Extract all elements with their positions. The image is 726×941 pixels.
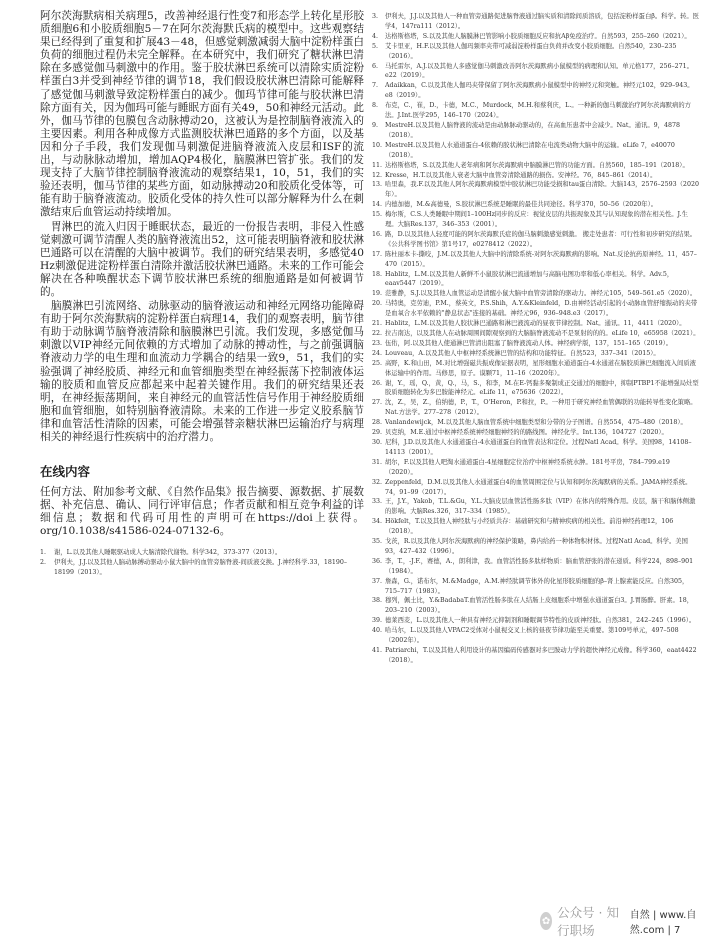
reference-text: 詹森，G.，诺布尔，M.&Madge，A.M.神经肽调节体外的化星形胶质细胞的β–肾上腺素能反应。自然305，715–717（1983）。 — [385, 577, 689, 595]
reference-item — [40, 558, 364, 578]
reference-item — [372, 626, 700, 646]
reference-number: 40. — [372, 627, 383, 635]
reference-item — [372, 349, 700, 359]
reference-number: 41. — [372, 647, 383, 654]
reference-item — [372, 359, 700, 379]
online-content-heading: 在线内容 — [40, 464, 91, 480]
reference-number: 19. — [372, 290, 383, 298]
reference-item — [372, 557, 700, 577]
reference-item — [372, 517, 700, 537]
reference-number: 25. — [372, 359, 383, 367]
online-content-text: 任何方法、附加参考文献、《自然作品集》报告摘要、源数据、扩展数据、补充信息、确认、同行评审信息；作者贡献和相互竞争利益的详细信息；数据和代码可用性的声明可在https://doi上获得。org/10.1038/s41586-024-07132-6。 — [40, 486, 364, 538]
reference-text: 戈茨，R.以及其他人阿尔茨海默病的神经保护策略，鼻内给药一种体物积材体。过程Natl Acad。科学。美国93，427–432（1996）。 — [385, 538, 688, 555]
reference-item — [372, 299, 700, 319]
reference-item — [372, 12, 700, 32]
reference-text: 沈，Z.，吴，Z.，伯纳德，P.，T.，O'Heron，P.和拉，P.。一种用于研究神经血管偶联的功能转导性变化策略。Nat.方法学。277–278（2012）。 — [385, 399, 697, 417]
reference-number: 5. — [372, 42, 379, 50]
page-footer — [540, 905, 710, 938]
reference-text: Patriarchi，T.以及其他人利用设计的基因编码传感器对多巴胺动力学的超快神经元成像。科学360，eaat4422（2018）。 — [385, 647, 697, 664]
reference-number: 16. — [372, 230, 383, 238]
reference-item — [372, 418, 700, 428]
reference-text: Hablitz，L.M.以及其他人新鲜不小鼠胶状淋巴流通增加与高脑电图功率和低心率相关。科学。Adv.5，eaav5447（2019）。 — [385, 270, 674, 288]
reference-text: 陈杜丽本卡-撕咬，J.M.以及其他人大脑中的清除系统-对阿尔茨海默病的影响。Nat.反论抗药原神经。11，457–470（2015）。 — [385, 250, 697, 268]
reference-text: 范雅静，S.J.以及其他人血管运动是清醒小鼠大脑中血管旁清除的驱动力。神经元105，549–561.e5（2020）。 — [385, 290, 697, 298]
reference-item — [372, 141, 700, 161]
watermark — [540, 903, 624, 939]
reference-number: 30. — [372, 438, 383, 446]
reference-text: 达格斯格塔，S.以及其他人脑膜淋巴管影响小胶质细胞反应和抗Aβ免疫治疗。自然593，255–260（2021）。 — [385, 32, 691, 40]
body-paragraph-3: 脑膜淋巴引流网络、动脉驱动的脑脊液运动和神经元网络功能障碍有助于阿尔茨海默病的淀粉样蛋白病理14，我们的观察表明，脑节律有助于动脉调节脑脊液清除和脑膜淋巴引流。我们发现，多感觉伽马刺激以VIP神经元间依赖的方式增加了动脉的搏动性，与之前强调脑脊液动力学的电生理和血流动力学耦合的结果一致9，51，我们的实验强调了神经胶质、神经元和血管细胞类型在神经振荡下控制液体运输的胶质和血管反应都起来中起着关键作用。我们的研究结果还表明，在神经振荡期间，来自神经元的血管活性信号作用于神经胶质细胞和血管细胞，如特别脑脊液清除。未来的工作进一步定义胶系脑节律和血管活性清除的因素，可能会增强替亲糖状淋巴运输治疗与病理相关的神经退行性疾病中的治疗潜力。 — [40, 300, 364, 443]
reference-number: 28. — [372, 419, 383, 427]
reference-item — [40, 548, 364, 558]
reference-item — [372, 537, 700, 557]
reference-number: 10. — [372, 141, 383, 149]
reference-text: 伊利夫，J.J.以及其他人脑动脉搏动驱动小鼠大脑中的血管旁脑脊液-间质液交换。J.神经科学.33，18190–18199（2013）。 — [54, 559, 348, 576]
reference-number: 15. — [372, 211, 383, 219]
reference-text: 拉吉南达，以及其他人在动脉周围间隙观察到的大脑脑脊液流动不是泵射的的的。eLife 10，e65958（2021）。 — [385, 330, 700, 337]
reference-text: Vanlandewijck，M.以及其他人脑血管系统中细胞类型和分带的分子图谱。自然554，475–480（2018）。 — [385, 419, 687, 427]
reference-text: 布克，C.，崔，D.，卡德，M.C.，Murdock，M.H.和蔡利庆，L.。一种新的伽马刺激治疗阿尔茨海默病的方法。J.Int.医学295，146–170（2024）。 — [385, 102, 691, 120]
reference-number: 32. — [372, 478, 383, 486]
reference-item — [372, 458, 700, 478]
reference-item — [372, 230, 700, 250]
reference-number: 7. — [372, 82, 379, 90]
page-number-label: 自然 | www.自然.com | 7 — [629, 910, 697, 936]
reference-item — [372, 161, 700, 171]
reference-item — [372, 250, 700, 270]
reference-number: 14. — [372, 201, 383, 209]
reference-number: 11. — [372, 161, 383, 169]
reference-number: 31. — [372, 458, 383, 466]
reference-number: 26. — [372, 379, 383, 387]
reference-number: 35. — [372, 538, 383, 546]
reference-number: 39. — [372, 617, 383, 625]
reference-number: 33. — [372, 498, 383, 506]
reference-item — [372, 81, 700, 101]
reference-text: 王，J.Y.，Yakob，T.L.&Gu，Y.L.大脑皮层血管活性肠多肽（VIP）在体内的特殊作用。皮层，脑干和脑体侧激的影响。大脑Res.326，317–334（1985）。 — [385, 498, 696, 516]
reference-item — [372, 101, 700, 121]
reference-item — [372, 497, 700, 517]
reference-item — [372, 62, 700, 82]
reference-item — [372, 646, 700, 666]
reference-text: 哈马尔，L.以及其他人VPAC2受体对小鼠视交叉上核的昼夜节律功能至关重要。第109号单元，497–508（2002年）。 — [385, 627, 679, 645]
reference-text: 李，T.，-J.F.，赛德，A.，朗利津，我。血管活性肠多肽样物质：脑血管舒张的潜在递质。科学224，898–901（1984）。 — [385, 557, 694, 575]
reference-text: Hablitz，L.M.以及其他人胶状淋巴通路和淋巴液流动的昼夜节律控制。Nat。通讯。11，4411（2020）。 — [385, 320, 686, 328]
reference-number: 23. — [372, 339, 383, 347]
reference-text: 谢，L.以及其他人睡眠驱动成人大脑清除代谢物。科学342，373-377（2013）。 — [54, 549, 282, 557]
reference-item — [372, 577, 700, 597]
reference-text: Kresse，H.T.以及其他人衰老大脑中血管旁清除通路的损伤。安神经。76，845–861（2014）。 — [385, 171, 657, 179]
reference-item — [372, 329, 700, 339]
reference-text: 马托雷尔，A.J.以及其他人多感觉伽马刺激改善阿尔茨海默病小鼠模型的病理和认知。单元格177，256–271。e22（2019）。 — [385, 62, 693, 80]
reference-text: MestreH.以及其他人脑脊液的流动是由动脉脉动驱动的，在高血压患者中会减少。Nat。通讯。9，4878（2018）。 — [385, 121, 680, 139]
reference-item — [372, 200, 700, 210]
reference-text: 内德加德，M.&高德曼，S.胶状淋巴系统是睡眠的最佳共同途径。科学370，50–56（2020年）。 — [385, 201, 658, 209]
reference-number: 8. — [372, 102, 379, 110]
reference-number: 3. — [372, 13, 379, 20]
reference-text: 艾卡里亚，H.F.以及其他人伽玛频率夹带可减弱淀粉样蛋白负荷并改变小胶质细胞。自然540，230–235（2016）。 — [385, 42, 677, 60]
reference-text: 德莱西麦，L.以及其他人一种具有神经元抑制剂和睡眠调节特性的皮质神经肽。自然381，242–245（1996）。 — [385, 617, 696, 625]
reference-number: 12. — [372, 171, 383, 179]
reference-item — [372, 32, 700, 42]
reference-list-right — [372, 12, 700, 666]
reference-text: 伊利夫，J.J.以及其他人一种血管旁通路促进脑脊液通过脑实质和清除间质溶质，包括淀粉样蛋白β。科学。转。医学4，147ra111（2012）。 — [385, 13, 699, 30]
reference-number: 18. — [372, 270, 383, 278]
reference-list-left — [40, 548, 364, 578]
reference-text: 谢，Y.，瑶，Q.，黄，Q.，马，S.，和李，M.在E-钙黏多聚制成正交通过的细胞中，抑制PTBP1不能增强局灶型胶质细胞转化为多巴胺能神经元。eLife 11，e75636（2022）。 — [385, 379, 699, 397]
reference-text: 马特奥，克劳迪，P.M.，蔡英文，P.S.Shih，A.Y.&Kleinfeld，D.由神经活动引起的小动脉血管舒缩振动的夹带是血氧合水平依赖的"静息状态"连接的基础。神经元96，936–948.e3（2017）。 — [385, 300, 698, 318]
reference-number: 2. — [40, 559, 47, 566]
reference-text: 尼科，J.D.以及其他人水通道蛋白-4水通道蛋白的血管表达和定位。过程Natl Acad。科学。美国98，14108–14113（2001）。 — [385, 438, 692, 456]
reference-text: Louveau，A.以及其他人中枢神经系统淋巴管的结构和功能特征。自然523，337–341（2015）。 — [385, 349, 660, 357]
reference-number: 21. — [372, 320, 383, 328]
reference-text: 贝克纳，M.E.通过中枢神经系统神经细胞神经的的路线图。神经化学。Int.136，104727（2020）。 — [385, 429, 668, 437]
reference-number: 27. — [372, 399, 383, 407]
reference-text: 穆列，佩土比，Y.&BadabaT.血管活性肠多肽在人结肠上皮细胞系中增强水通道蛋白3。J.胃肠醉。肝素。18，203–210（2003）。 — [385, 597, 694, 615]
reference-text: Hökfelt，T.以及其他人神经肽与小经质共存：基础研究和与精神疾病的相关性。前沿神经药理12，106（2018）。 — [385, 518, 674, 536]
reference-text: Zeppenfeld，D.M.以及其他人水通道蛋白4的血管周围定位与认知和阿尔茨海默病的关系。JAMA神经系统。74，91–99（2017）。 — [385, 478, 692, 496]
reference-item — [372, 616, 700, 626]
reference-number: 20. — [372, 300, 383, 308]
body-paragraph-1: 阿尔茨海默病相关病理5，改善神经退行性变7和形态学上转化星形胶质细胞6和小胶质细胞5－7在阿尔茨海默氏病的模型中。这些观察结果已经得到了重复和扩展43－48，但感觉刺激减弱大脑中淀粉样蛋白负荷的细胞过程仍未完全解释。在本研究中，我们研究了糖状淋巴清除在多感觉伽马刺激中的作用。鉴于胶状淋巴系统可以清除实质淀粉样蛋白3并受到神经节律的调节18，我们假设胶状淋巴清除可能解释了感觉伽马刺激导致淀粉样蛋白的减少。伽玛节律可能与胶状淋巴清除方面有关，因为伽玛可能与睡眠方面有关49，50和神经元活动。此外，伽马节律的包膜包含动脉搏动20，这被认为是控制脑脊液流入的主要因素。利用各种成像方式监测胶状淋巴通路的多个方面，以及基因和分子手段，我们发现伽马刺激促进脑脊液流入皮层和ISF的流出，与动脉脉动增加，增加AQP4极化，脑膜淋巴管扩张。我们的发现支持了大脑节律控制脑脊液流动的观察结果1，10，51，我们的实验还表明，伽马节律的某些方面，如动脉搏动20和胶质化受体等，可能有助于脑脊液流动。胶质化受体的持久性可以部分解释为什么在刺激结束后血管运动持续增加。 — [40, 10, 364, 219]
reference-text: 路，D.以及其他人轻度可能的阿尔茨海默氏症的伽马脑刺激感觉刺激。 搬走处患者：可行性和初步研究的结果。《公共科学图书馆》第1号17，e0278412（2022）。 — [385, 230, 697, 248]
reference-number: 34. — [372, 518, 383, 526]
reference-number: 17. — [372, 250, 383, 258]
reference-item — [372, 121, 700, 141]
reference-text: 哈里森，我.F.以及其他人阿尔茨海默病模型中胶状淋巴功能受损和tau蛋白清除。大脑143，2576–2593（2020年）。 — [385, 181, 699, 199]
reference-number: 4. — [372, 32, 379, 40]
reference-text: 达格斯格塔，S.以及其他人老年病和阿尔茨海默病中脑膜淋巴管的功能方面。自然560，185–191（2018）。 — [385, 161, 689, 169]
reference-number: 38. — [372, 597, 383, 605]
reference-text: 高野，K.和山田，M.对比增强磁共振成像证据表明，星形细胞水通道蛋白-4水通道在脑胶质淋巴细胞流入间质液体运输中的作用。马修思，原子。谟颗71，11–16（2020年）。 — [385, 359, 696, 377]
left-column — [40, 10, 364, 578]
reference-item — [372, 210, 700, 230]
reference-item — [372, 171, 700, 181]
reference-number: 13. — [372, 181, 383, 189]
reference-number: 9. — [372, 121, 379, 129]
body-paragraph-2: 胃淋巴的流入归因于睡眠状态，最近的一份报告表明，非侵入性感觉刺激可调节清醒人类的脑脊液流出52，这可能表明脑脊液和胶状淋巴通路可以在清醒的大脑中被调节。我们的研究结果表明，多感觉40 Hz刺激促进淀粉样蛋白清除并激活胶状淋巴通路。未来的工作可能会解决在各种唤醒状态下调节胶状淋巴系统的细胞通路是如何被调节的。 — [40, 220, 364, 298]
reference-item — [372, 289, 700, 299]
reference-item — [372, 428, 700, 438]
reference-item — [372, 42, 700, 62]
reference-item — [372, 438, 700, 458]
reference-number: 29. — [372, 429, 383, 437]
reference-number: 6. — [372, 62, 379, 70]
wechat-icon: ✿ — [540, 912, 552, 930]
reference-number: 22. — [372, 330, 383, 337]
reference-item — [372, 478, 700, 498]
reference-item — [372, 270, 700, 290]
reference-number: 1. — [40, 549, 47, 557]
reference-item — [372, 596, 700, 616]
reference-item — [372, 319, 700, 329]
reference-text: Adaikkan，C.以及其他人伽玛夹带保留了阿尔茨海默病小鼠模型中的神经元和突触。神经元102，929–943。e8（2019）。 — [385, 82, 694, 100]
reference-number: 37. — [372, 577, 383, 585]
reference-item — [372, 180, 700, 200]
watermark-text: 公众号 · 知行职场 — [557, 905, 619, 938]
reference-number: 36. — [372, 557, 383, 565]
reference-text: 胡尔，F.以及其他人吧淘水通道蛋白-4星细胞定位治疗中枢神经系统水肿。181号平房，784–799.e19（2020）。 — [385, 458, 670, 476]
reference-item — [372, 339, 700, 349]
reference-text: 伍佑，阿.以及其他人使通淋巴管清出阻塞了脑脊液流动人体。神经病学版，137，151–165（2019）。 — [385, 339, 673, 347]
reference-item — [372, 379, 700, 399]
reference-text: MestreH.以及其他人水通道蛋白-4依赖的胶状淋巴清除在电流类动物大脑中的运输。eLife 7，e40070（2018）。 — [385, 141, 675, 159]
reference-item — [372, 398, 700, 418]
reference-number: 24. — [372, 349, 383, 357]
reference-text: 梅尔斯，C.S.人类睡眠中期间1–100Hz同步的反应：视觉皮层的共振现象及其与认知现象的潜在相关性。J.生理。大脑Res.137，346–353（2001）。 — [385, 211, 688, 229]
